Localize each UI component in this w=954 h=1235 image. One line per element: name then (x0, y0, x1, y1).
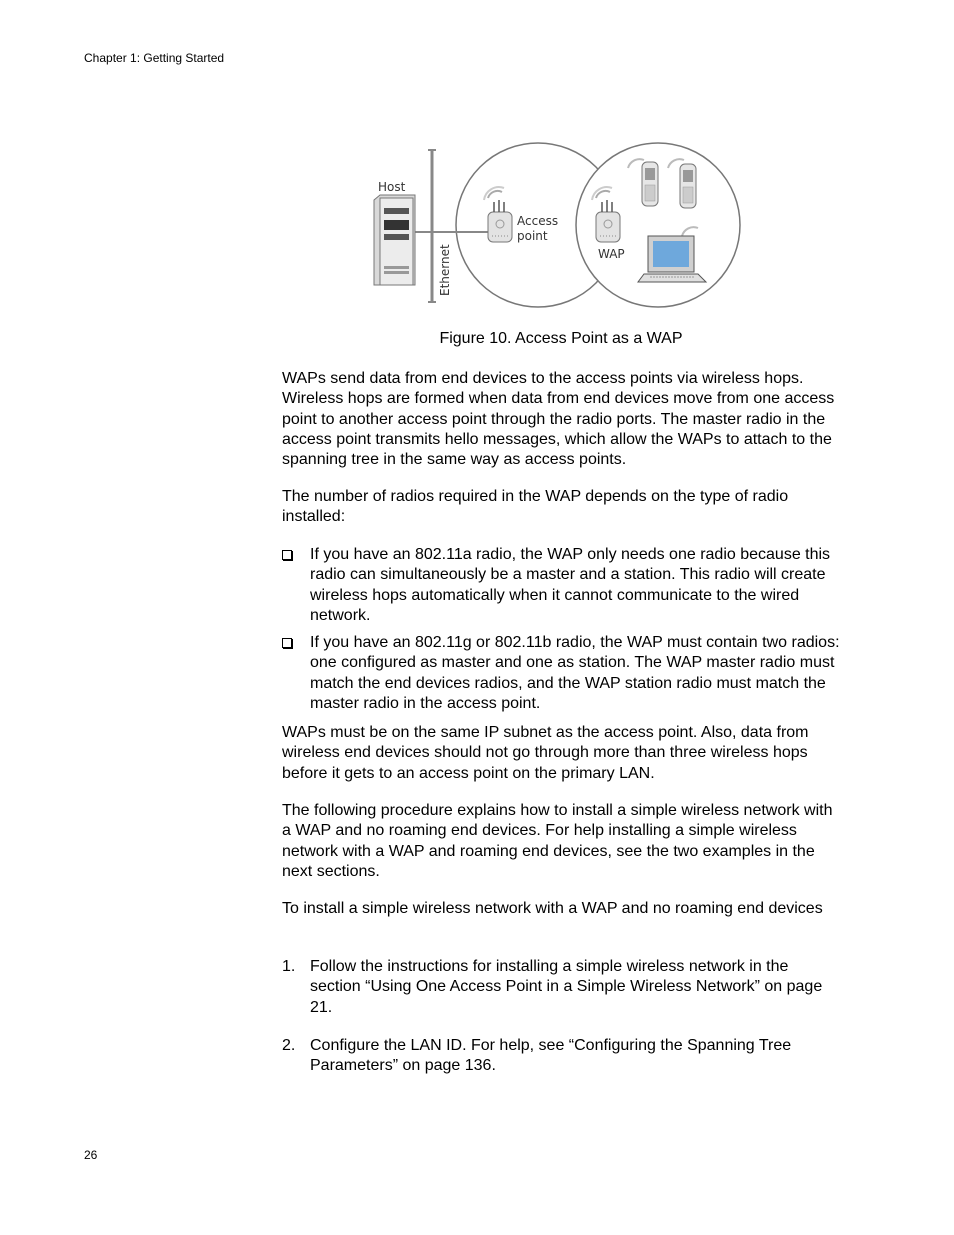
host-server-icon (374, 195, 415, 285)
step-number: 2. (282, 1036, 296, 1054)
access-point-label-line1: Access (517, 214, 559, 228)
network-figure (360, 140, 760, 315)
checkbox-bullet-icon (282, 638, 292, 648)
access-point-label-line2: point (517, 229, 548, 243)
procedure-step (282, 1036, 842, 1077)
procedure-step (282, 957, 842, 1018)
network-diagram (360, 140, 760, 315)
page-header: Chapter 1: Getting Started (84, 51, 225, 65)
bullet-item (282, 633, 842, 714)
step-number: 1. (282, 958, 296, 975)
ethernet-label: Ethernet (438, 244, 452, 296)
checkbox-bullet-icon (282, 550, 292, 560)
wap-label: WAP (598, 247, 625, 261)
procedure-steps (282, 957, 842, 1094)
step-text: Configure the LAN ID. For help, see “Configuring the Spanning Tree Parameters” on page 136. (310, 1036, 792, 1075)
paragraph-radios-required: The number of radios required in the WAP depends on the type of radio installed: (282, 488, 789, 526)
bullet-list (282, 545, 842, 721)
bullet-text: If you have an 802.11g or 802.11b radio, the WAP must contain two radios: one configured as master and one as station. The WAP master radio must match the end devices radios, and the WAP station radio must match the master radio in the access point. (310, 634, 840, 713)
host-label: Host (378, 180, 406, 194)
page-number: 26 (84, 1148, 98, 1162)
bullet-text: If you have an 802.11a radio, the WAP only needs one radio because this radio can simultaneously be a master and a station. This radio will create wireless hops automatically when it cannot communicate to the wired network. (310, 546, 831, 624)
bullet-item (282, 545, 842, 626)
procedure-title: To install a simple wireless network with a WAP and no roaming end devices (282, 900, 823, 917)
step-text: Follow the instructions for installing a simple wireless network in the section “Using One Access Point in a Simple Wireless Network” on page 21. (310, 958, 823, 1016)
figure-caption: Figure 10. Access Point as a WAP (439, 330, 683, 347)
paragraph-procedure-intro: The following procedure explains how to install a simple wireless network with a WAP and no roaming end devices. For help installing a simple wireless network with a WAP and roaming end devices, see the two examples in the next sections. (282, 802, 833, 880)
paragraph-wap-hops: WAPs send data from end devices to the access points via wireless hops. Wireless hops are formed when data from end devices move from one access point to another access point through the radio ports. The master radio in the access point transmits hello messages, which allow the WAPs to attach to the spanning tree in the same way as access points. (282, 370, 835, 469)
paragraph-ip-subnet: WAPs must be on the same IP subnet as the access point. Also, data from wireless end devices should not go through more than three wireless hops before it gets to an access point on the primary LAN. (282, 724, 809, 782)
